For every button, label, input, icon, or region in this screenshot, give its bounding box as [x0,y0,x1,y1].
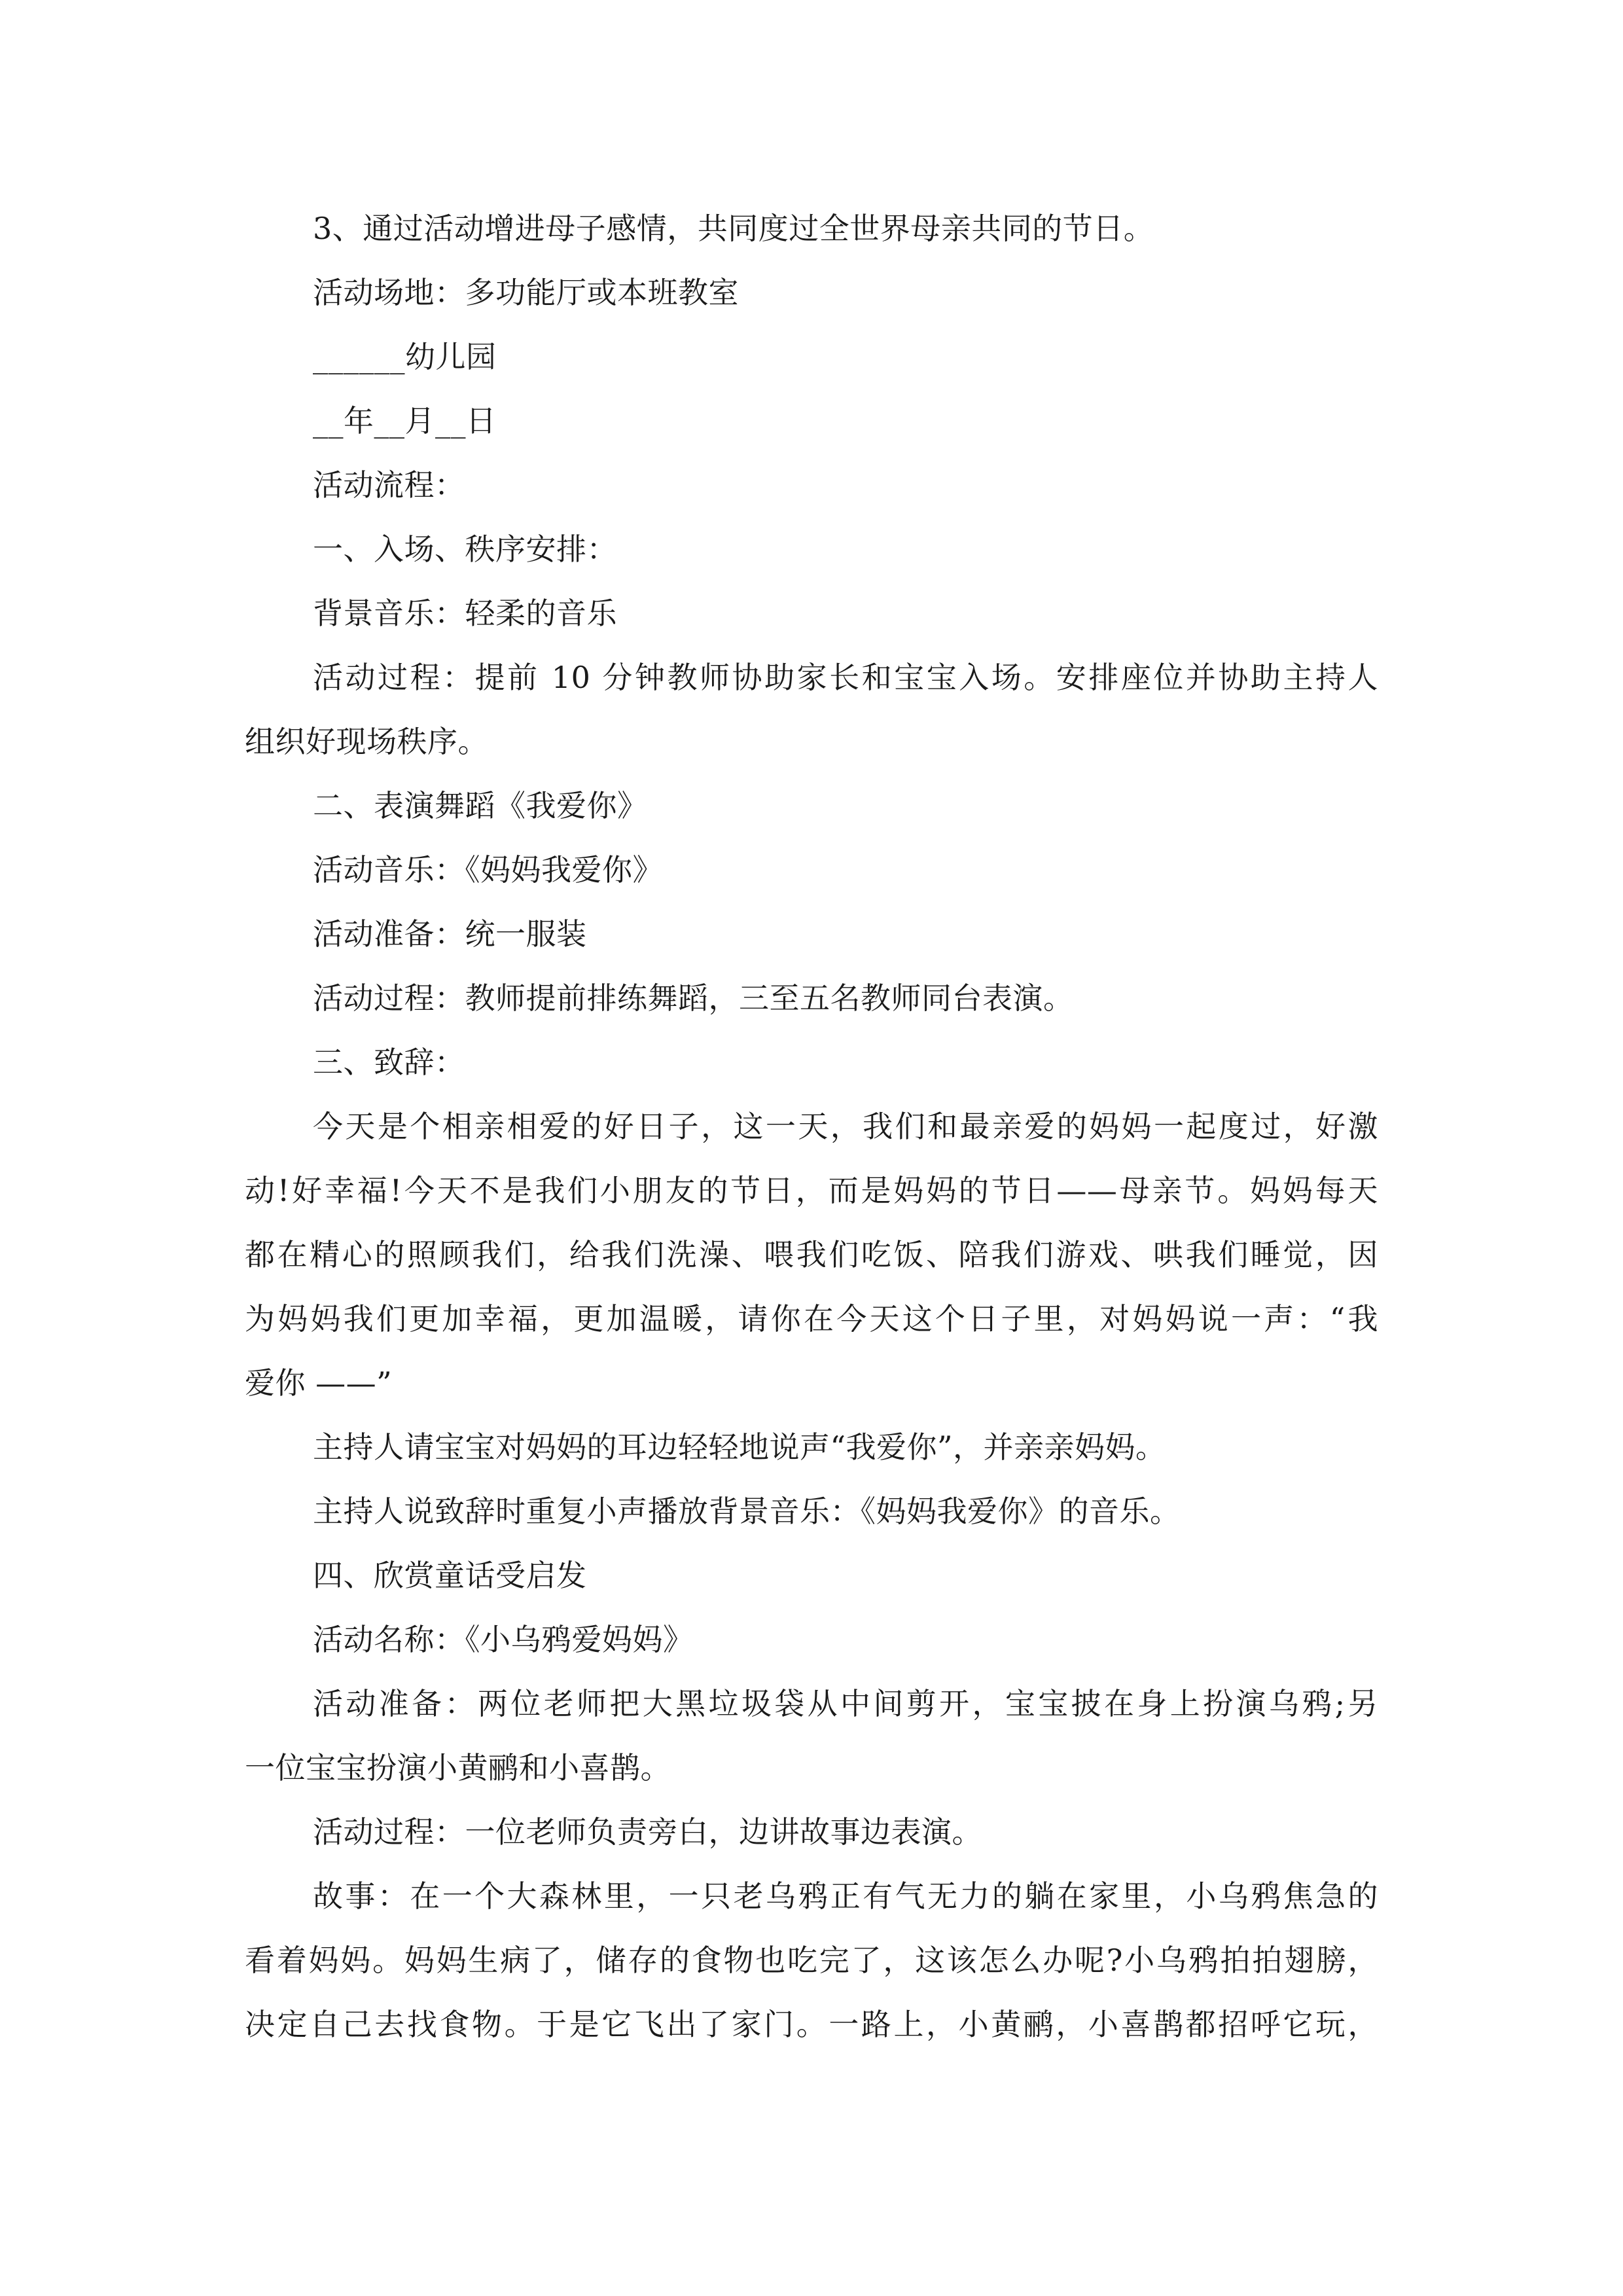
text-line: 一位宝宝扮演小黄鹂和小喜鹊。 [245,1750,671,1785]
text-line: 一、入场、秩序安排： [313,531,617,567]
text-line: 今天是个相亲相爱的好日子，这一天，我们和最亲爱的妈妈一起度过，好激 [313,1109,1378,1144]
text-line: 为妈妈我们更加幸福，更加温暖，请你在今天这个日子里，对妈妈说一声：“我 [245,1301,1378,1336]
text-line: ______幼儿园 [313,339,497,374]
text-line: 活动准备：统一服装 [313,916,587,952]
text-line: 故事：在一个大森林里，一只老乌鸦正有气无力的躺在家里，小乌鸦焦急的 [313,1878,1378,1914]
document-body [245,196,1378,2056]
text-line: 组织好现场秩序。 [245,724,488,759]
text-line: 决定自己去找食物。于是它飞出了家门。一路上，小黄鹂，小喜鹊都招呼它玩， [245,2007,1378,2042]
text-line: 活动名称：《小乌鸦爱妈妈》 [313,1622,694,1657]
text-line: 活动过程：教师提前排练舞蹈，三至五名教师同台表演。 [313,980,1074,1016]
text-line: 看着妈妈。妈妈生病了，储存的食物也吃完了，这该怎么办呢?小乌鸦拍拍翅膀， [245,1943,1378,1978]
text-line: 活动准备：两位老师把大黑垃圾袋从中间剪开，宝宝披在身上扮演乌鸦;另 [313,1686,1378,1721]
text-line: 活动音乐：《妈妈我爱你》 [313,852,663,888]
text-line: 活动过程：提前 10 分钟教师协助家长和宝宝入场。安排座位并协助主持人 [313,660,1378,695]
text-line: __年__月__日 [313,403,497,439]
text-line: 主持人说致辞时重复小声播放背景音乐：《妈妈我爱你》的音乐。 [313,1494,1181,1529]
text-line: 三、致辞： [313,1045,465,1080]
text-line: 都在精心的照顾我们，给我们洗澡、喂我们吃饭、陪我们游戏、哄我们睡觉，因 [245,1237,1378,1272]
text-line: 活动流程： [313,467,465,503]
text-line: 活动过程：一位老师负责旁白，边讲故事边表演。 [313,1814,982,1850]
text-line: 背景音乐：轻柔的音乐 [313,596,617,631]
text-line: 活动场地：多功能厅或本班教室 [313,275,739,310]
text-line: 爱你 ——” [245,1365,393,1401]
text-line: 主持人请宝宝对妈妈的耳边轻轻地说声“我爱你”，并亲亲妈妈。 [313,1429,1166,1465]
text-line: 3、通过活动增进母子感情，共同度过全世界母亲共同的节日。 [313,211,1154,246]
text-line: 四、欣赏童话受启发 [313,1558,587,1593]
text-line: 二、表演舞蹈《我爱你》 [313,788,648,823]
text-line: 动!好幸福!今天不是我们小朋友的节日，而是妈妈的节日——母亲节。妈妈每天 [245,1173,1378,1208]
